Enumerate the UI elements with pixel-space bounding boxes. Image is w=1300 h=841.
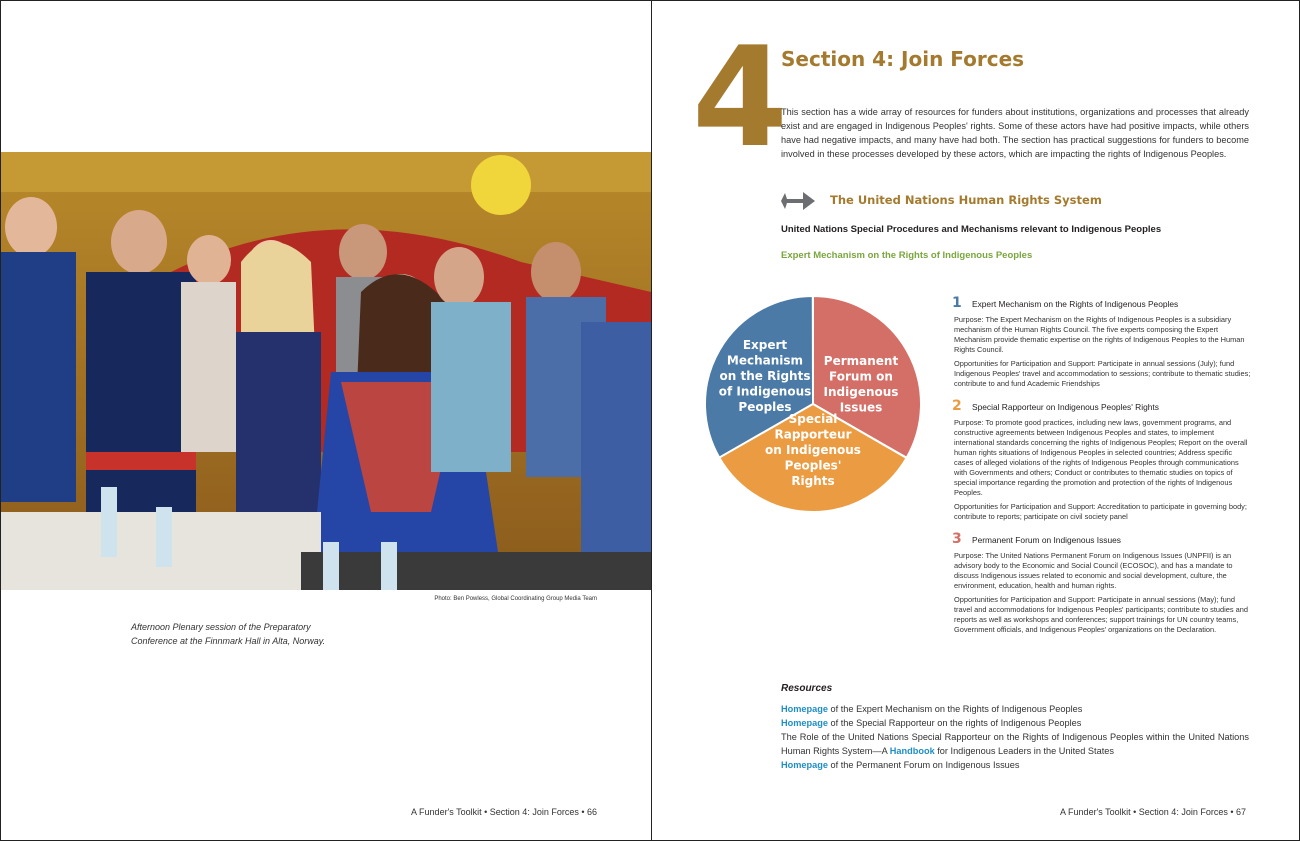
resource-text: of the Expert Mechanism on the Rights of Indigenous Peoples xyxy=(827,704,1083,714)
permanent-forum-homepage-link[interactable]: Homepage xyxy=(781,760,828,770)
item-opportunities: Opportunities for Participation and Support: Participate in annual sessions (May); fund travel and accommodations for Indigenous Peoples' participants; contribute to studies and reports as well as workshops and conferences; support trainings for UN country teams, Government officials, and Indigenous Peoples' organizations on the Declaration. xyxy=(954,595,1248,634)
right-page xyxy=(652,1,1299,840)
pie-slice-label-3: Special Rapporteur on Indigenous Peoples' Rights xyxy=(765,412,861,488)
mechanisms-pie-diagram xyxy=(703,294,923,514)
resources-title: Resources xyxy=(781,683,833,694)
mechanism-list xyxy=(952,295,1252,635)
pie-slice-label-2: Permanent Forum on Indigenous Issues xyxy=(823,353,899,415)
mechanism-item-1 xyxy=(952,295,1252,389)
item-number: 2 xyxy=(952,398,962,414)
caption-line-1: Afternoon Plenary session of the Preparatory xyxy=(131,622,311,632)
resource-line-4 xyxy=(781,758,1249,772)
photo-credit: Photo: Ben Powless, Global Coordinating Group Media Team xyxy=(434,596,597,602)
resource-line-3 xyxy=(781,730,1249,758)
item-header xyxy=(952,398,1252,414)
item-number: 3 xyxy=(952,531,962,547)
item-opportunities: Opportunities for Participation and Support: Participate in annual sessions (July); fund Indigenous Peoples' travel and accommodation to sessions; contribute to thematic studies; contribute to and fund Academic Friendships xyxy=(954,359,1251,388)
section-title: Section 4: Join Forces xyxy=(781,47,1025,71)
conference-photo xyxy=(1,152,651,590)
item-header xyxy=(952,295,1252,311)
item-title: Expert Mechanism on the Rights of Indigenous Peoples xyxy=(972,299,1179,309)
arrow-right-icon xyxy=(781,190,815,212)
photo-caption xyxy=(131,620,391,648)
mechanism-item-2 xyxy=(952,398,1252,522)
right-page-footer: A Funder's Toolkit • Section 4: Join Forces • 67 xyxy=(1060,807,1246,817)
item-header xyxy=(952,531,1252,547)
expert-mechanism-subheading: Expert Mechanism on the Rights of Indigenous Peoples xyxy=(781,250,1033,261)
section-numeral: 4 xyxy=(692,17,785,178)
procedures-heading: United Nations Special Procedures and Mechanisms relevant to Indigenous Peoples xyxy=(781,224,1162,235)
left-page-footer: A Funder's Toolkit • Section 4: Join Forces • 66 xyxy=(411,807,597,817)
resource-line-2 xyxy=(781,716,1249,730)
left-page xyxy=(1,1,651,840)
item-title: Permanent Forum on Indigenous Issues xyxy=(972,535,1121,545)
resource-text: The Role of the United Nations Special Rapporteur on the Rights of Indigenous Peoples within the United Nations Human Rights System—A xyxy=(781,732,1249,756)
item-purpose: Purpose: To promote good practices, including new laws, government programs, and constructive agreements between Indigenous Peoples and states, to implement international standards concerning the rights of Indigenous Peoples; Report on the overall human rights situations of Indigenous Peoples in selected countries; Address specific cases of alleged violations of the rights of Indigenous Peoples through communications with Governments and others; Conduct or contributes to thematic studies on topics of special importance regarding the promotion and protection of the rights of Indigenous Peoples. xyxy=(954,418,1248,497)
resource-text: for Indigenous Leaders in the United States xyxy=(934,746,1114,756)
intro-paragraph: This section has a wide array of resources for funders about institutions, organizations and processes that already exist and are engaged in Indigenous Peoples' rights. Some of these actors have had positive impacts, while others have had negative impacts, and many have had both. The section has practical suggestions for funders to become involved in these processes developed by these actors, which are impacting the rights of Indigenous Peoples. xyxy=(781,107,1249,159)
item-title: Special Rapporteur on Indigenous Peoples' Rights xyxy=(972,402,1159,412)
subsection-title: The United Nations Human Rights System xyxy=(830,193,1102,207)
resource-text: of the Permanent Forum on Indigenous Issues xyxy=(827,760,1020,770)
handbook-link[interactable]: Handbook xyxy=(889,746,935,756)
pie-slice-label-1: Expert Mechanism on the Rights of Indigenous Peoples xyxy=(718,338,812,414)
item-opportunities: Opportunities for Participation and Support: Accreditation to participate in governing body; contribute to reports; participate on civil society panel xyxy=(954,502,1247,521)
expert-mechanism-homepage-link[interactable]: Homepage xyxy=(781,704,828,714)
resource-text: of the Special Rapporteur on the rights of Indigenous Peoples xyxy=(827,718,1082,728)
resource-line-1 xyxy=(781,702,1249,716)
item-purpose: Purpose: The United Nations Permanent Forum on Indigenous Issues (UNPFII) is an advisory body to the Economic and Social Council (ECOSOC), and has a mandate to discuss Indigenous issues related to economic and social development, culture, the environment, education, health and human rights. xyxy=(954,551,1233,590)
item-purpose: Purpose: The Expert Mechanism on the Rights of Indigenous Peoples is a subsidiary mechanism of the Human Rights Council. The five experts composing the Expert Mechanism provide thematic expertise on the rights of Indigenous Peoples to the Human Rights Council. xyxy=(954,315,1245,354)
caption-line-2: Conference at the Finnmark Hall in Alta, Norway. xyxy=(131,636,326,646)
special-rapporteur-homepage-link[interactable]: Homepage xyxy=(781,718,828,728)
resources-list xyxy=(781,702,1249,772)
item-number: 1 xyxy=(952,295,962,311)
mechanism-item-3 xyxy=(952,531,1252,635)
